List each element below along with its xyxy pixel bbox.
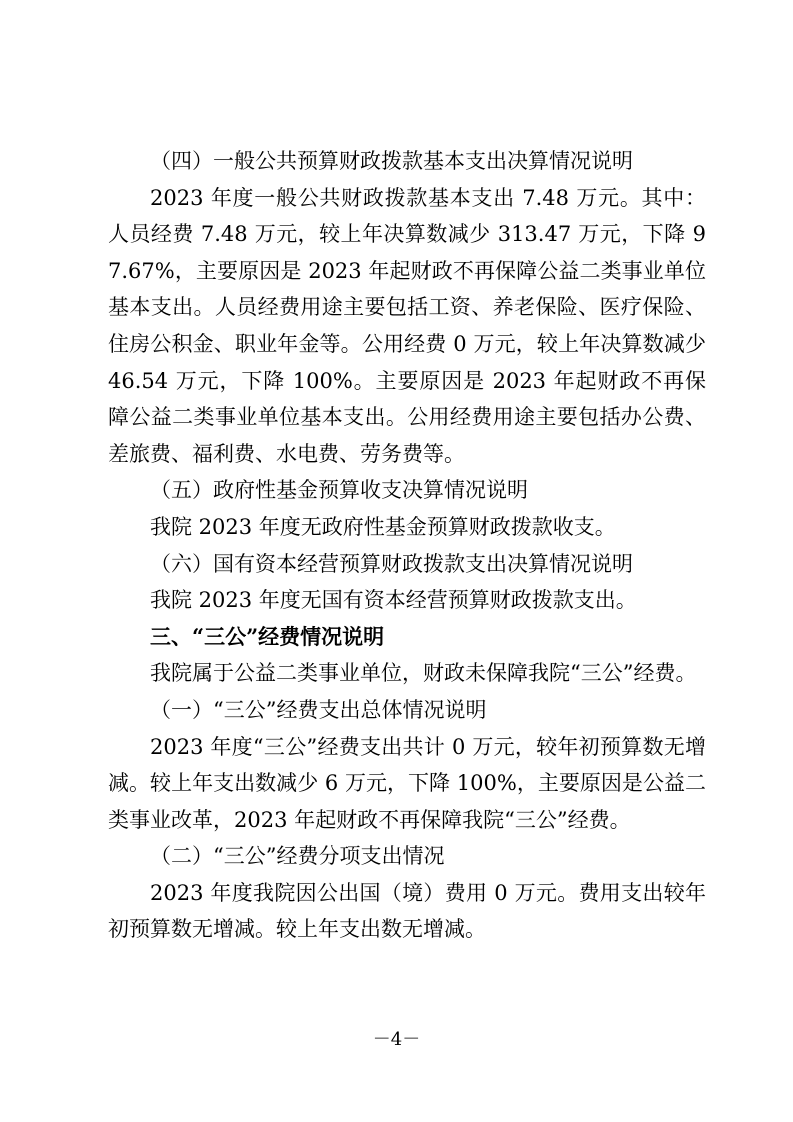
paragraph-state-capital: 我院 2023 年度无国有资本经营预算财政拨款支出。 bbox=[150, 588, 637, 613]
paragraph-basic-expenditure: 2023 年度一般公共财政拨款基本支出 7.48 万元。其中：人员经费 7.48 万元，较上年决算数减少 313.47 万元，下降 97.67%，主要原因是 2023 年起财政不再保障公益二类事业单位基本支出。人员经费用途主要包括工资、养老保险、医疗保险、住房公积金、职业年金等。公用经费 0 万元，较上年决算数减少 46.54 万元，下降 100%。主要原因是 2023 年起财政不再保障公益二类事业单位基本支出。公用经费用途主要包括办公费、差旅费、福利费、水电费、劳务费等。 bbox=[108, 185, 706, 466]
paragraph-three-public-total: 2023 年度“三公”经费支出共计 0 万元，较年初预算数无增减。较上年支出数减少 6 万元，下降 100%，主要原因是公益二类事业改革，2023 年起财政不再保障我院“三公”经费。 bbox=[108, 734, 706, 832]
paragraph-three-public-intro: 我院属于公益二类事业单位，财政未保障我院“三公”经费。 bbox=[150, 661, 697, 686]
section-heading-6: （六）国有资本经营预算财政拨款支出决算情况说明 bbox=[150, 551, 633, 576]
section-heading-5: （五）政府性基金预算收支决算情况说明 bbox=[150, 478, 528, 503]
document-body bbox=[108, 143, 706, 948]
section-heading-4: （四）一般公共预算财政拨款基本支出决算情况说明 bbox=[150, 149, 633, 173]
subsection-heading-1: （一）“三公”经费支出总体情况说明 bbox=[150, 697, 487, 722]
subsection-heading-2: （二）“三公”经费分项支出情况 bbox=[150, 844, 445, 869]
paragraph-government-fund: 我院 2023 年度无政府性基金预算财政拨款收支。 bbox=[150, 514, 616, 539]
paragraph-three-public-items: 2023 年度我院因公出国（境）费用 0 万元。费用支出较年初预算数无增减。较上年支出数无增减。 bbox=[108, 880, 706, 942]
section-heading-three-public: 三、“三公”经费情况说明 bbox=[150, 623, 385, 649]
page-number: －4－ bbox=[372, 1029, 421, 1050]
